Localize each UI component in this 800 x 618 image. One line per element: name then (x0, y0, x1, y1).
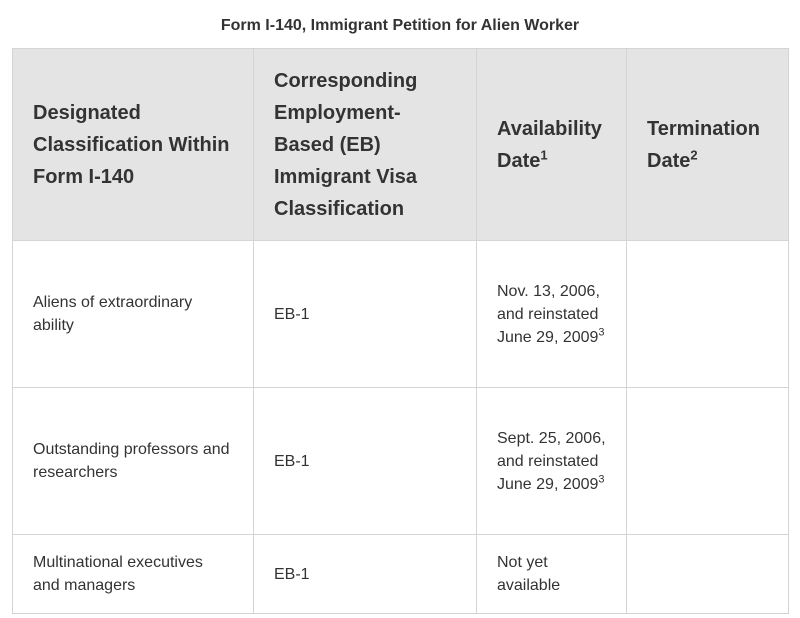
cell-classification: Outstanding professors and researchers (13, 388, 254, 535)
footnote-marker: 1 (540, 146, 548, 162)
table-row (13, 388, 789, 535)
footnote-marker: 2 (690, 146, 698, 162)
cell-classification: Multinational executives and managers (13, 535, 254, 614)
cell-classification: Aliens of extraordinary ability (13, 241, 254, 388)
cell-availability-date: Sept. 25, 2006, and reinstated June 29, 2009$^3$ (477, 388, 627, 535)
cell-termination-date (627, 388, 789, 535)
footnote-marker: 3 (598, 326, 605, 339)
header-corresponding-classification: Corresponding Employment-Based (EB) Immigrant Visa Classification (254, 49, 477, 241)
header-designated-classification: Designated Classification Within Form I-140 (13, 49, 254, 241)
table-row (13, 535, 789, 614)
cell-availability-date: Not yet available (477, 535, 627, 614)
cell-availability-date: Nov. 13, 2006, and reinstated June 29, 2009$^3$ (477, 241, 627, 388)
table-caption: Form I-140, Immigrant Petition for Alien Worker (220, 17, 580, 34)
header-termination-date: Termination Date$^2$ (627, 49, 789, 241)
cell-eb-classification: EB-1 (254, 241, 477, 388)
cell-termination-date (627, 241, 789, 388)
classification-table (12, 48, 789, 614)
footnote-marker: 3 (598, 473, 605, 486)
header-availability-date: Availability Date$^1$ (477, 49, 627, 241)
cell-termination-date (627, 535, 789, 614)
table-row (13, 241, 789, 388)
table-header-row (13, 49, 789, 241)
cell-eb-classification: EB-1 (254, 535, 477, 614)
cell-eb-classification: EB-1 (254, 388, 477, 535)
